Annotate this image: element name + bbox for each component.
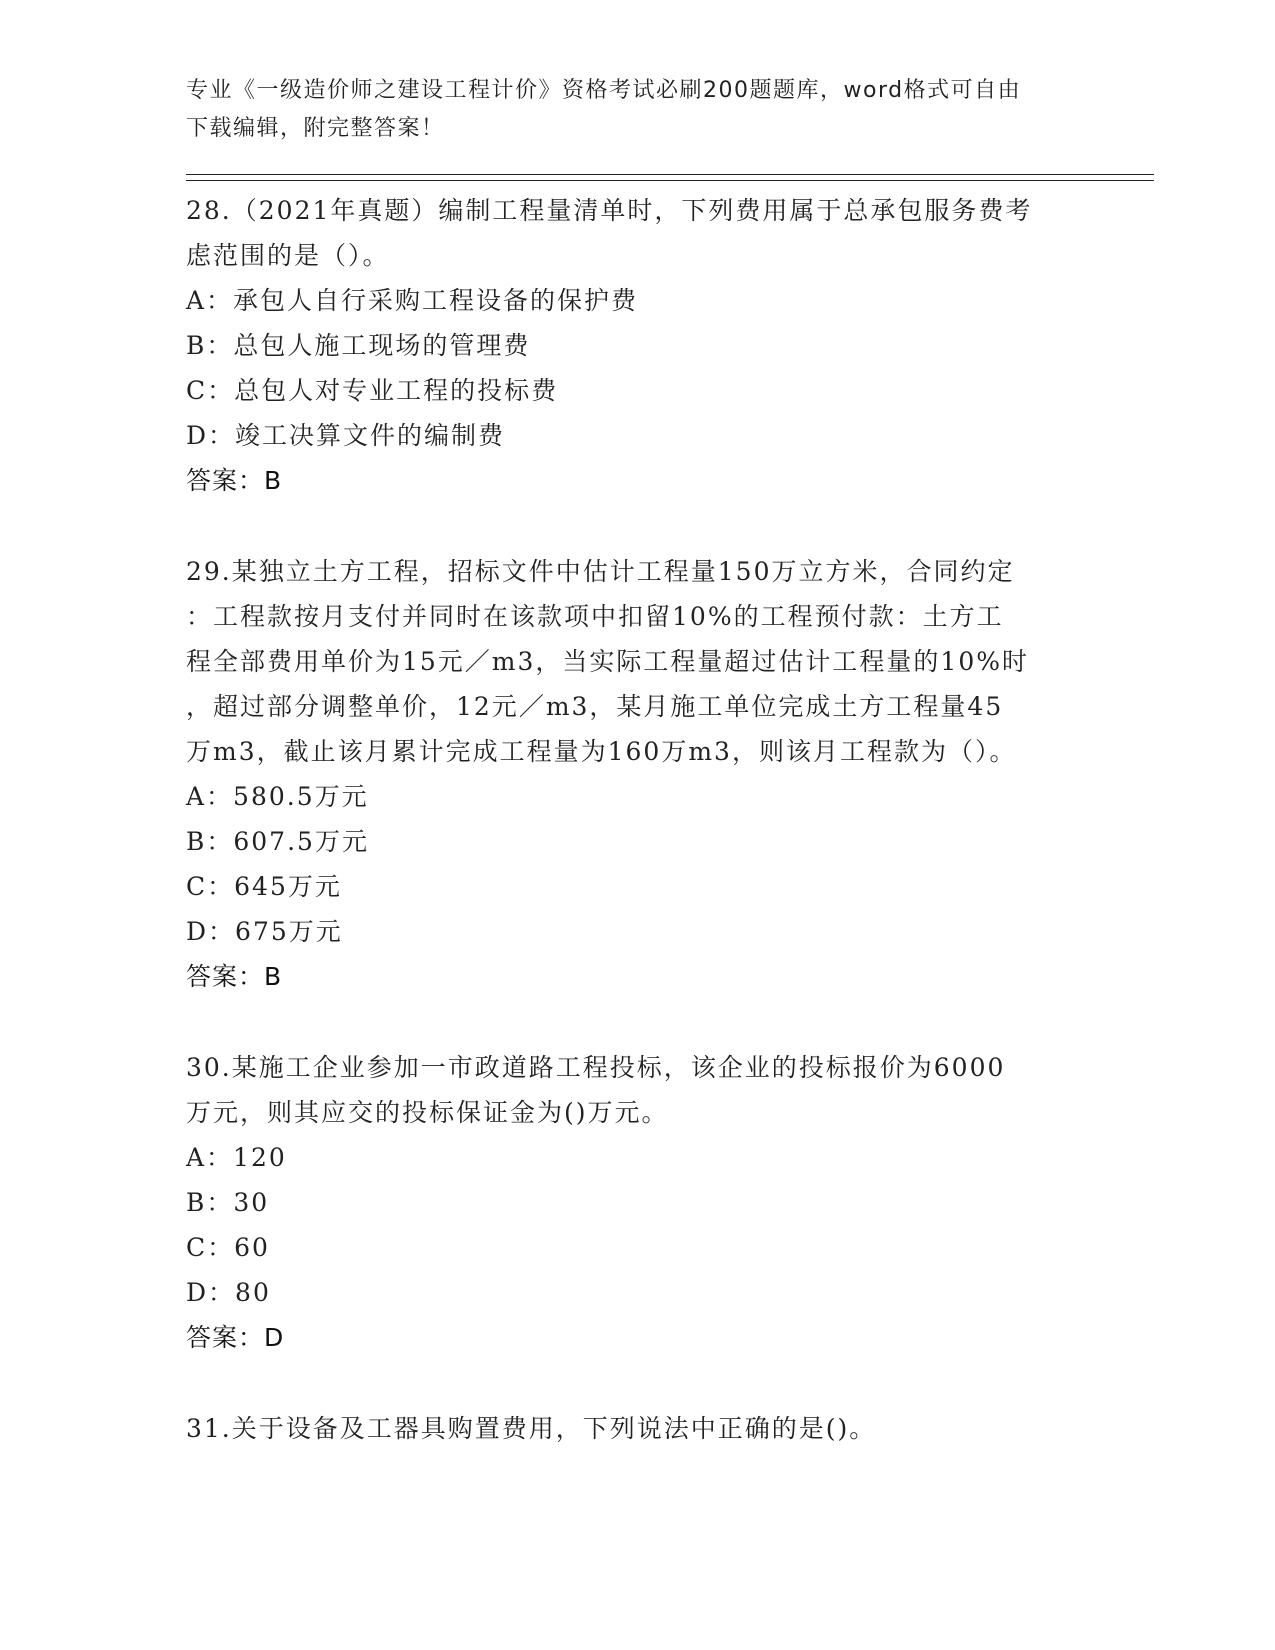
question-stem: 万元，则其应交的投标保证金为()万元。 [186,1098,669,1127]
answer-option: A：120 [186,1143,287,1172]
answer-key: 答案：D [186,1323,285,1352]
header-line: 下载编辑，附完整答案！ [186,116,445,141]
answer-option: D：675万元 [186,917,343,946]
answer-option: C：总包人对专业工程的投标费 [186,376,559,405]
answer-option: A：580.5万元 [186,782,369,811]
answer-option: C：60 [186,1233,270,1262]
question-block [186,1045,1086,1360]
answer-option: B：30 [186,1188,270,1217]
question-stem: 29.某独立土方工程，招标文件中估计工程量150万立方米，合同约定 [186,557,1015,586]
question-stem: 31.关于设备及工器具购置费用，下列说法中正确的是()。 [186,1414,877,1443]
question-stem: 万m3，截止该月累计完成工程量为160万m3，则该月工程款为（）。 [186,737,1017,766]
answer-key: 答案：B [186,466,283,495]
header-divider [186,174,1154,175]
answer-option: D：竣工决算文件的编制费 [186,421,506,450]
question-stem: ：工程款按月支付并同时在该款项中扣留10%的工程预付款：土方工 [186,602,1004,631]
question-block [186,1406,1086,1451]
question-stem: 虑范围的是（）。 [186,241,390,270]
answer-option: B：总包人施工现场的管理费 [186,331,531,360]
answer-option: A：承包人自行采购工程设备的保护费 [186,286,639,315]
question-stem: 程全部费用单价为15元／m3，当实际工程量超过估计工程量的10%时 [186,647,1029,676]
answer-key: 答案：B [186,962,283,991]
question-block [186,549,1086,999]
answer-option: D：80 [186,1278,271,1307]
header-line: 专业《一级造价师之建设工程计价》资格考试必刷200题题库，word格式可自由 [186,78,1022,103]
question-stem: 30.某施工企业参加一市政道路工程投标，该企业的投标报价为6000 [186,1053,1006,1082]
question-stem: 28.（2021年真题）编制工程量清单时，下列费用属于总承包服务费考 [186,196,1033,225]
question-list [186,188,1086,1451]
question-block [186,188,1086,503]
header-divider [186,180,1154,181]
document-header [186,72,1066,148]
question-stem: ，超过部分调整单价，12元／m3，某月施工单位完成土方工程量45 [186,692,1004,721]
answer-option: C：645万元 [186,872,342,901]
answer-option: B：607.5万元 [186,827,369,856]
